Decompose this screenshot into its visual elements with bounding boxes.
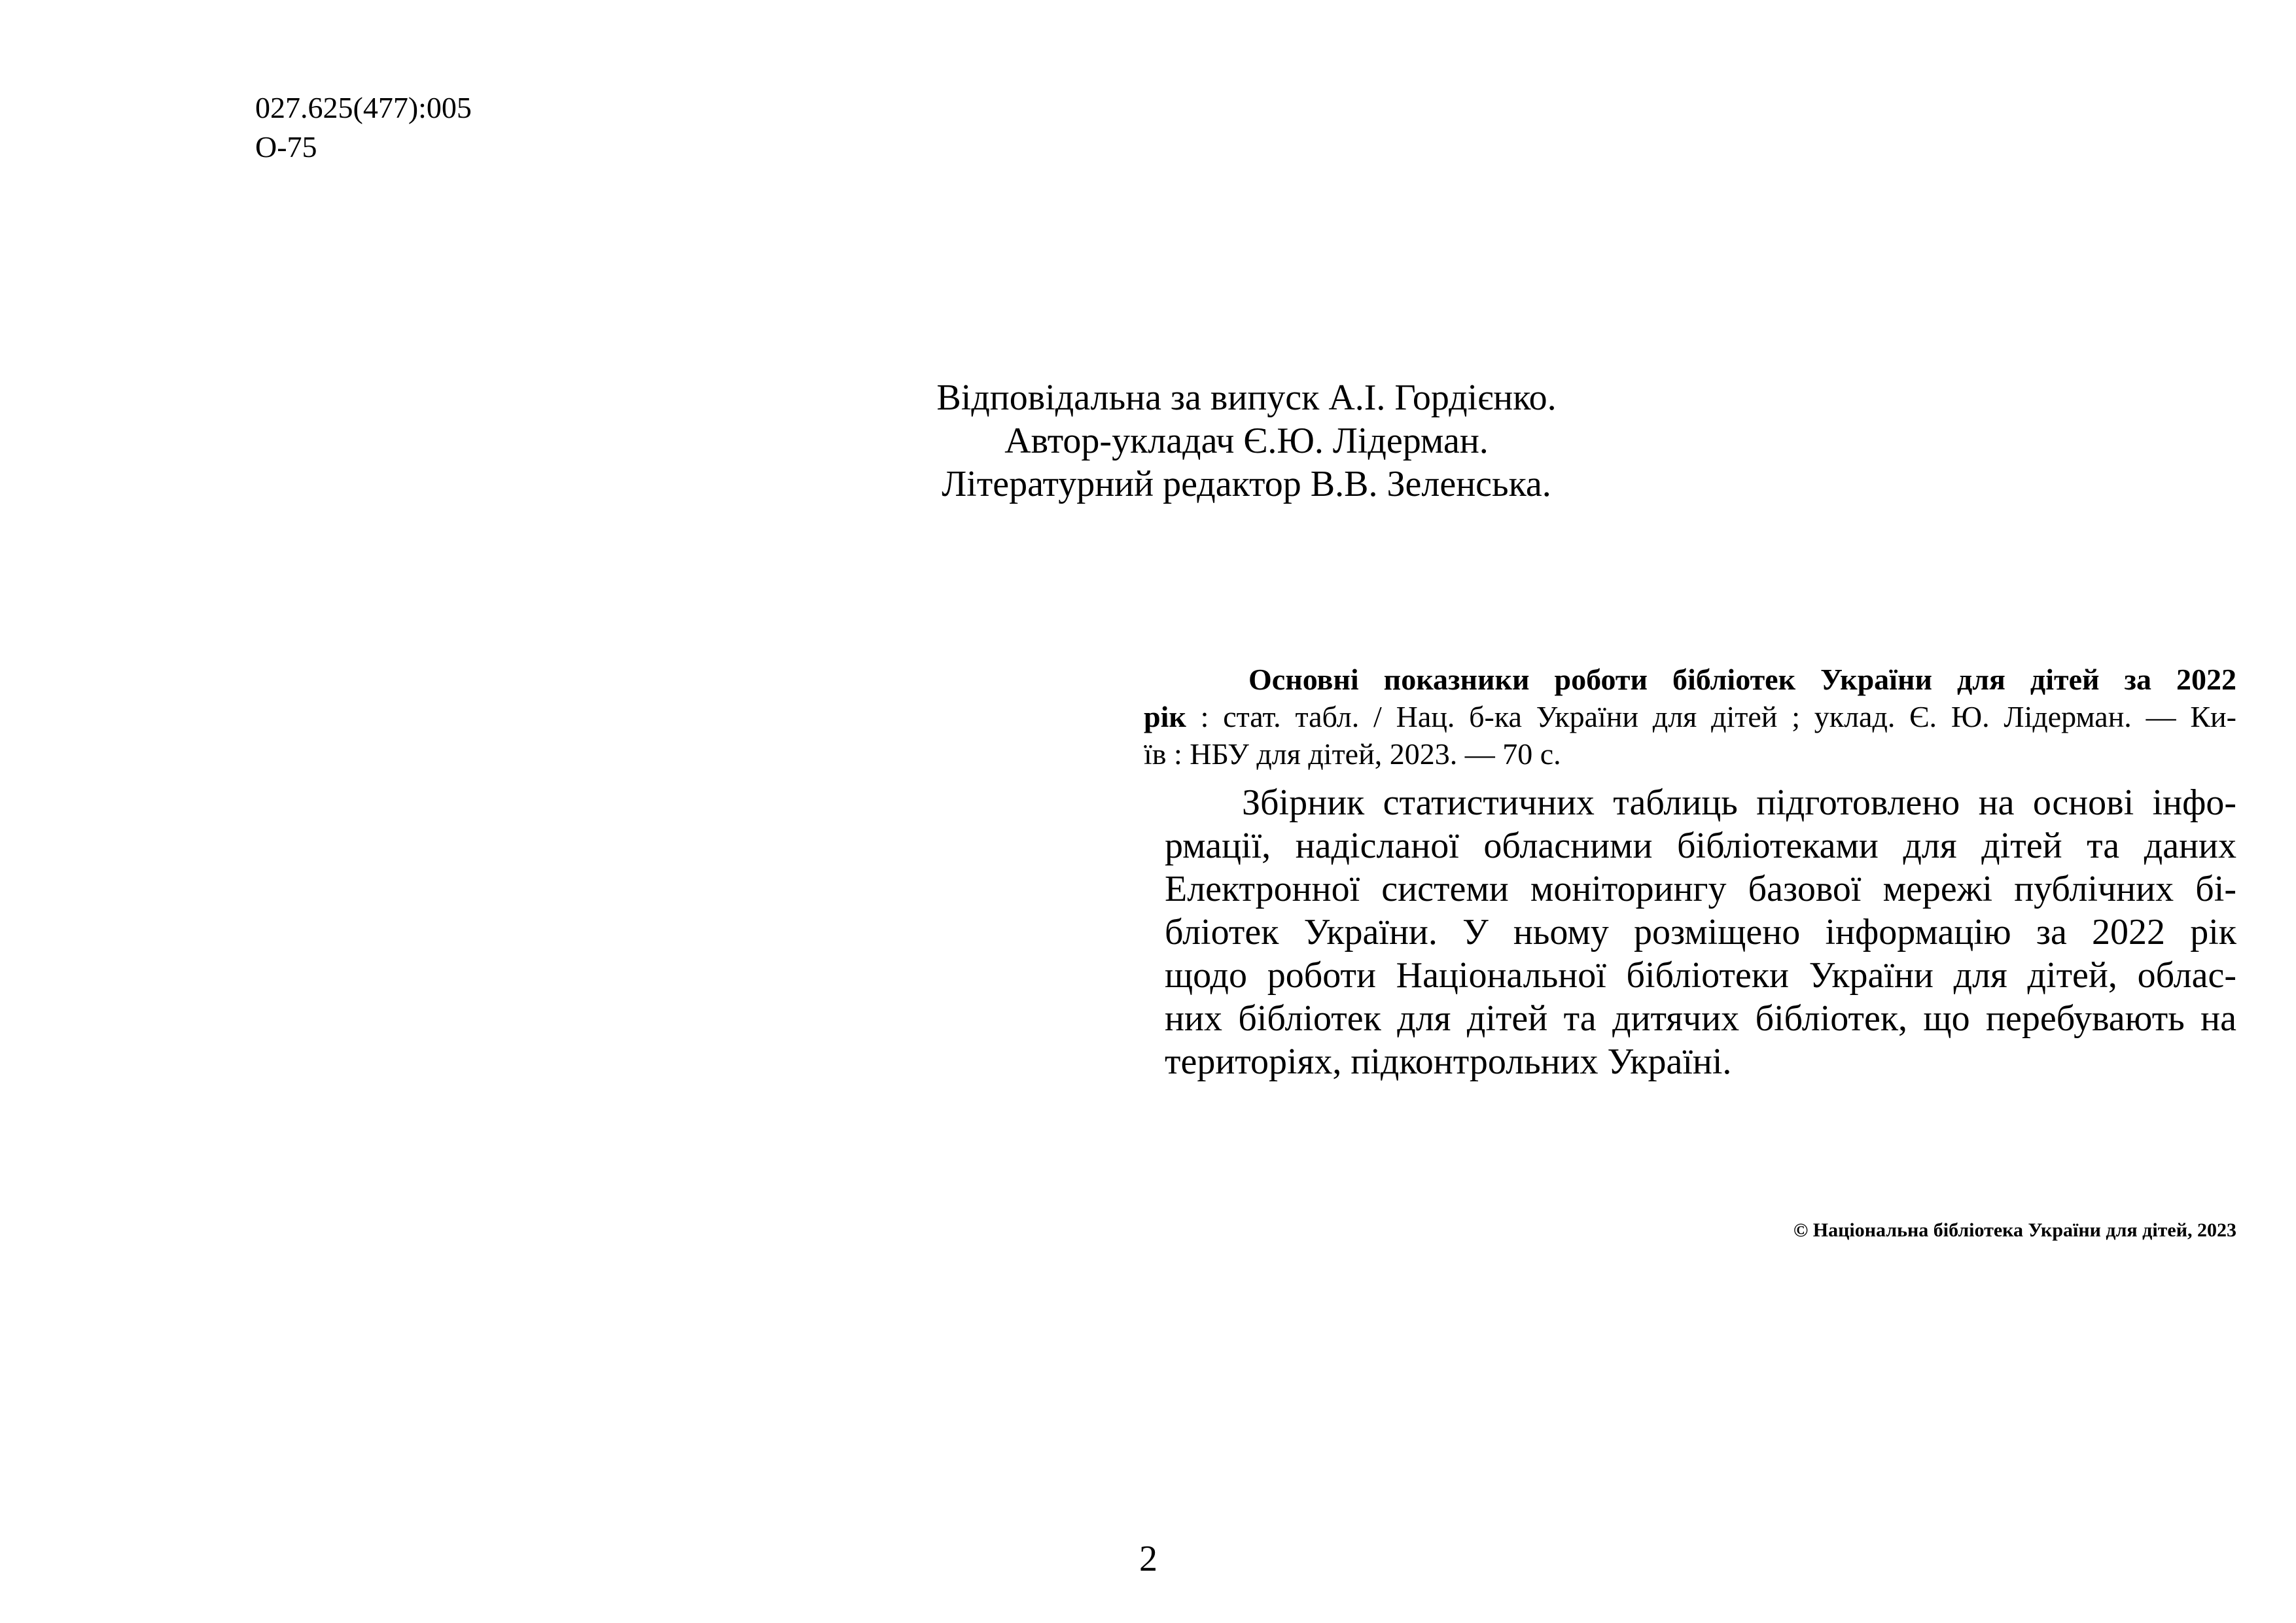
abstract-line: Збірник статистичних таблиць підготовлено на основі інфо- xyxy=(1242,782,2236,823)
biblio-line-3: їв : НБУ для дітей, 2023. — 70 с. xyxy=(1144,737,1561,771)
copyright-notice: © Національна бібліотека України для дітей, 2023 xyxy=(1793,1219,2236,1241)
author-mark: О-75 xyxy=(255,130,317,164)
biblio-details: : стат. табл. / Нац. б-ка України для дітей ; уклад. Є. Ю. Лідерман. — Ки- xyxy=(1186,700,2236,733)
udc-classification xyxy=(255,88,472,167)
abstract-line: щодо роботи Національної бібліотеки України для дітей, облас- xyxy=(1165,955,2236,996)
compiler: Автор-укладач Є.Ю. Лідерман. xyxy=(1004,421,1489,461)
abstract xyxy=(1165,781,2236,1083)
biblio-line-2 xyxy=(1144,698,2236,735)
literary-editor: Літературний редактор В.В. Зеленська. xyxy=(942,464,1551,504)
biblio-title: Основні показники роботи бібліотек України для дітей за 2022 xyxy=(1248,663,2236,696)
biblio-title-end: рік xyxy=(1144,700,1186,733)
biblio-line-1 xyxy=(1144,661,2236,698)
abstract-line: Електронної системи моніторингу базової мережі публічних бі- xyxy=(1165,869,2236,909)
abstract-line: бліотек України. У ньому розміщено інформацію за 2022 рік xyxy=(1165,912,2236,952)
udc-code: 027.625(477):005 xyxy=(255,91,472,124)
abstract-line: них бібліотек для дітей та дитячих бібліотек, що перебувають на xyxy=(1165,998,2236,1039)
responsible-editor: Відповідальна за випуск А.І. Гордієнко. xyxy=(936,377,1557,418)
bibliographic-record xyxy=(1144,661,2236,773)
abstract-line: рмації, надісланої обласними бібліотеками для дітей та даних xyxy=(1165,826,2236,866)
credits-block xyxy=(851,376,1642,506)
page-number: 2 xyxy=(1139,1539,1157,1579)
abstract-line: територіях, підконтрольних Україні. xyxy=(1165,1041,1732,1082)
